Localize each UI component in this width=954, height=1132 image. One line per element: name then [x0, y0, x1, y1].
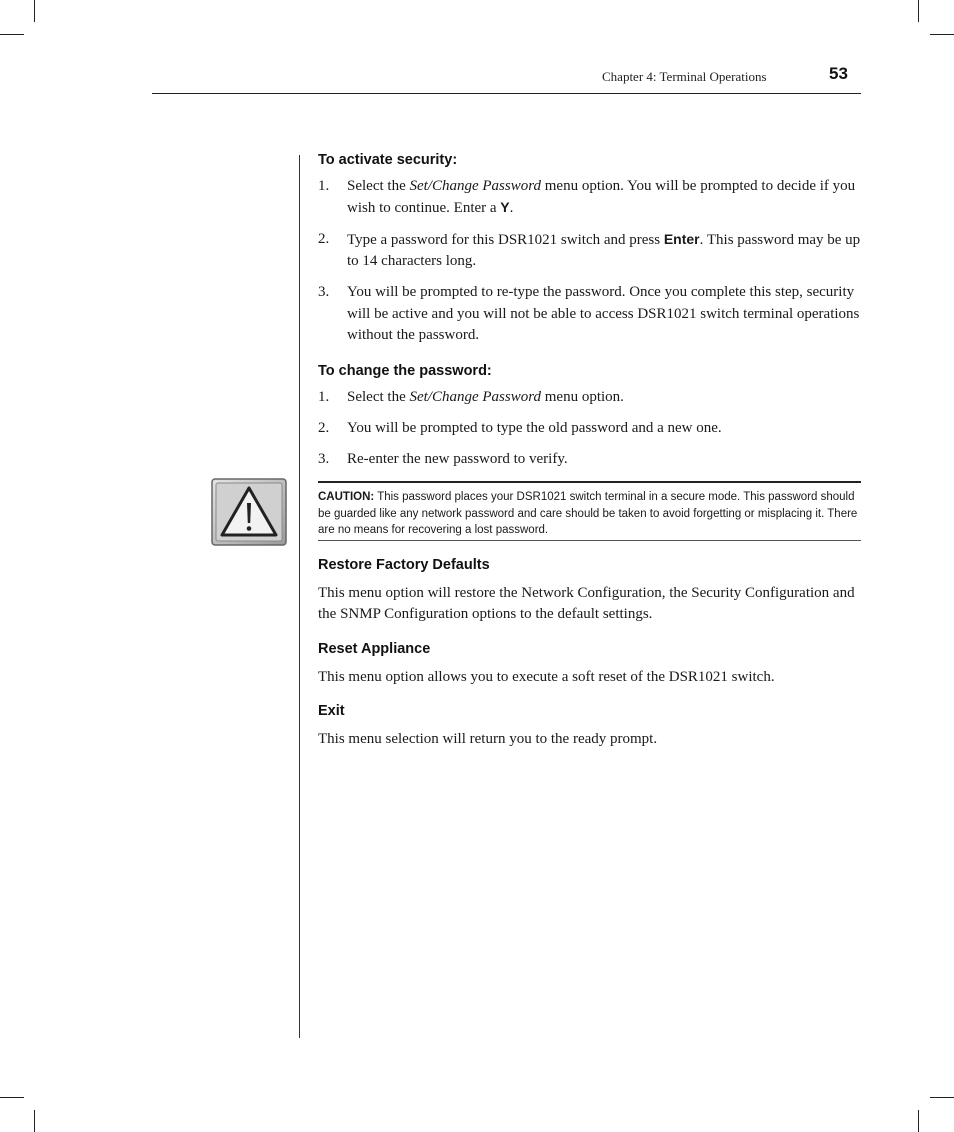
change-steps [318, 387, 861, 470]
crop-mark [0, 1097, 24, 1098]
list-item: 1. Select the Set/Change Password menu option. You will be prompted to decide if you wish to continue. Enter a Y. [318, 178, 856, 216]
caution-icon [210, 477, 288, 547]
caution-note [318, 481, 861, 541]
activate-heading: To activate security: [318, 152, 458, 168]
exit-heading: Exit [318, 703, 345, 719]
list-item: 3. You will be prompted to re-type the password. Once you complete this step, security will be active and you will not be able to access DSR1021 switch terminal operations without the password. [318, 284, 860, 343]
restore-body: This menu option will restore the Network Configuration, the Security Configuration and the SNMP Configuration options to the default settings. [318, 585, 855, 622]
change-heading: To change the password: [318, 362, 492, 379]
crop-mark [930, 1097, 954, 1098]
page-content-lower [318, 557, 861, 750]
header-rule [152, 93, 861, 94]
crop-mark [918, 1110, 919, 1132]
page-number: 53 [829, 64, 848, 83]
list-item: 3. Re-enter the new password to verify. [318, 450, 568, 467]
running-header: Chapter 4: Terminal Operations [602, 69, 767, 84]
restore-heading: Restore Factory Defaults [318, 557, 490, 573]
crop-mark [918, 0, 919, 22]
activate-steps [318, 176, 861, 347]
crop-mark [34, 1110, 35, 1132]
crop-mark [0, 34, 24, 35]
margin-rule [299, 155, 300, 1038]
exit-body: This menu selection will return you to the ready prompt. [318, 731, 658, 747]
reset-body: This menu option allows you to execute a soft reset of the DSR1021 switch. [318, 669, 775, 685]
list-item: 2. You will be prompted to type the old password and a new one. [318, 419, 722, 436]
caution-label: CAUTION: [318, 491, 375, 503]
reset-heading: Reset Appliance [318, 641, 431, 657]
list-item: 1. Select the Set/Change Password menu option. [318, 388, 624, 405]
caution-text: This password places your DSR1021 switch terminal in a secure mode. This password should be guarded like any network password and care should be taken to avoid forgetting or misplacing it. There are no means for recovering a lost password. [318, 491, 858, 536]
crop-mark [930, 34, 954, 35]
page-content [318, 152, 861, 470]
crop-mark [34, 0, 35, 22]
list-item: 2. Type a password for this DSR1021 switch and press Enter. This password may be up to 14 characters long. [318, 231, 861, 269]
